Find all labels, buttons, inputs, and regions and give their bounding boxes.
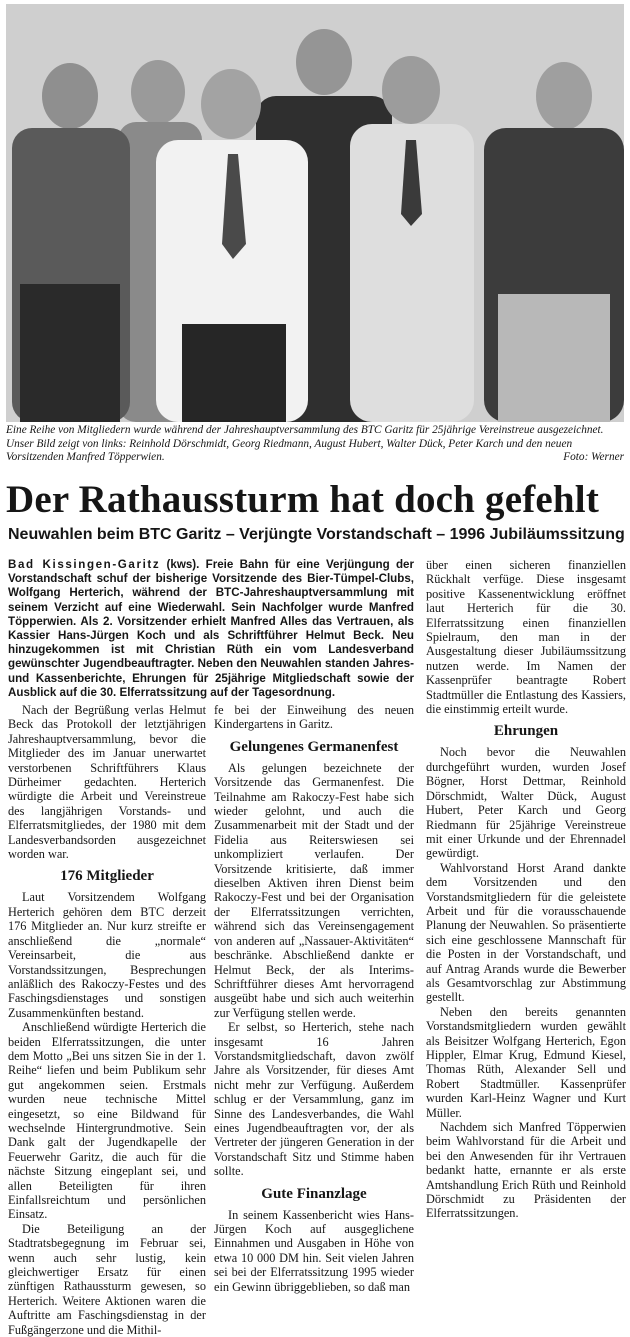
caption-text: Eine Reihe von Mitgliedern wurde während der Jahreshauptversammlung des BTC Garitz für 25jährige Vereinstreue ausgezeichnet. Unser Bild zeigt von links: Reinhold Dörschmidt, Georg Riedmann, August Hubert, Walter Dück, Peter Karch und den neuen Vorsitzenden Manfred Töpperwien. bbox=[6, 424, 604, 464]
paragraph: Nach der Begrüßung verlas Helmut Beck das Protokoll der letztjährigen Jahreshauptversammlung, bevor die Mitglieder des im Januar unerwartet verstorbenen Schriftführers Klaus Dürheimer gedachten. Herterich würdigte die Arbeit und Vereinstreue des langjährigen Vorstands- und Elferratsmitgliedes, der 1980 mit dem Landesverbandsorden ausgezeichnet worden war. bbox=[8, 703, 206, 862]
paragraph: Laut Vorsitzendem Wolfgang Herterich gehören dem BTC derzeit 176 Mitglieder an. Nur kurz streifte er anschließend die „normale“ Vereinsarbeit, die aus Vorstandssitzungen, Besprechungen anläßlich des Rakoczy-Festes und des Faschingsdienstages und sonstigen Zusammenkünften bestand. bbox=[8, 890, 206, 1020]
photo-credit: Foto: Werner bbox=[563, 451, 624, 464]
paragraph: Die Beteiligung an der Stadtratsbegegnung im Februar sei, wenn auch sehr lustig, kein gleichwertiger Ersatz für einen zünftigen Rathaussturm gewesen, so Herterich. Weitere Aktionen waren die Auftritte am Faschingsdienstag in der Fußgängerzone und die Mithil- bbox=[8, 1221, 206, 1337]
article-column-1 bbox=[8, 703, 206, 1337]
article-column-3 bbox=[426, 558, 626, 1221]
paragraph: Neben den bereits genannten Vorstandsmitgliedern wurden gewählt als Beisitzer Wolfgang Herterich, Egon Hippler, Elmar Krug, Edmund Kiesel, Thomas Rüth, Alexander Sell und Robert Stadtmüller. Kassenprüfer wurden Karl-Heinz Wagner und Kurt Müller. bbox=[426, 1004, 626, 1120]
paragraph: In seinem Kassenbericht wies Hans-Jürgen Koch auf ausgeglichene Einnahmen und Ausgaben in Höhe von etwa 10 000 DM hin. Seit vielen Jahren sei bei der Elferratssitzung 1995 wieder ein Gewinn übriggeblieben, so daß man bbox=[214, 1207, 414, 1294]
paragraph: Als gelungen bezeichnete der Vorsitzende das Germanenfest. Die Teilnahme am Rakoczy-Fest habe sich wieder gelohnt, und auch die Zusammenarbeit mit der Stadt und der Fidelia aus Reiterswiesen sei unkompliziert verlaufen. Der Vorsitzende kritisierte, daß immer dieselben Aktiven ihren Dienst beim Rakoczy-Fest und bei der Organisation der Elferratssitzungen verrichten, während sich das Vereinsengagement von anderen auf „Nassauer-Aktivitäten“ beschränke. Abschließend dankte er Helmut Beck, der als Interims-Schriftführer dieses Amt hervorragend ausgeübt habe und sich auch weiterhin zur Verfügung stellen werde. bbox=[214, 760, 414, 1020]
paragraph: Noch bevor die Neuwahlen durchgeführt wurden, wurden Josef Bögner, Horst Dettmar, Reinhold Dörschmidt, Walter Dück, August Hubert, Peter Karch und Georg Riedmann für 25jährige Vereinstreue mit einer Urkunde und der Ehrennadel gewürdigt. bbox=[426, 745, 626, 861]
section-heading: Gute Finanzlage bbox=[261, 1185, 367, 1202]
subheadline: Neuwahlen beim BTC Garitz – Verjüngte Vorstandschaft – 1996 Jubiläumssitzung bbox=[8, 526, 625, 543]
section-heading: Ehrungen bbox=[493, 723, 559, 740]
paragraph: Wahlvorstand Horst Arand dankte dem Vorsitzenden und den Vorstandsmitgliedern für die geleistete Arbeit und für die vorausschauende Planung der Neuwahlen. So präsentierte sich eine geschlossene Mannschaft für die Posten in der Vorstandschaft, und auf Antrag Arands wurde die Bewerber als Gesamtvorschlag zur Abstimmung gestellt. bbox=[426, 860, 626, 1005]
photo-caption bbox=[6, 424, 624, 465]
article-column-2 bbox=[214, 703, 414, 1294]
dateline: Bad Kissingen-Garitz bbox=[8, 558, 161, 571]
lead-text: (kws). Freie Bahn für eine Verjüngung der Vorstandschaft schuf der bisherige Vorsitzende des Bier-Tümpel-Clubs, Wolfgang Herterich, während der BTC-Jahreshauptversammlung mit seinem Verzicht auf eine Wiederwahl. Sein Nachfolger wurde Manfred Töpperwien. Als 2. Vorsitzender erhielt Manfred Alles das Vertrauen, als Kassier Hans-Jürgen Koch und als Schriftführer Helmut Beck. Neu hinzugekommen ist mit Christian Rüth ein vom Landesverband gewünschter Jugendbeauftragter. Neben den Neuwahlen standen Jahres- und Kassenberichte, Ehrungen für 25jährige Mitgliedschaft sowie der Ausblick auf die 30. Elferratssitzung auf der Tagesordnung. bbox=[8, 558, 415, 699]
paragraph: Er selbst, so Herterich, stehe nach insgesamt 16 Jahren Vorstandsmitgliedschaft, davon zwölf Jahre als Vorsitzender, für dieses Amt nicht mehr zur Verfügung. Außerdem schlug er der Versammlung, ganz im Sinne des Landesverbandes, die Wahl eines Jugendbeauftragten vor, der als Vertreter der jüngeren Generation in der Vorstandschaft Sitz und Stimme haben sollte. bbox=[214, 1020, 414, 1179]
section-heading: Gelungenes Germanenfest bbox=[229, 738, 399, 755]
headline: Der Rathaussturm hat doch gefehlt bbox=[6, 478, 600, 521]
paragraph: Anschließend würdigte Herterich die beiden Elferratssitzungen, die unter dem Motto „Bei uns sitzen Sie in der 1. Reihe“ liefen und beim Publikum sehr gut angekommen seien. Erstmals wurden neue technische Mittel eingesetzt, so eine Bildwand für wechselnde Hintergrundmotive. Sein Dank galt der Jugendkapelle der Feuerwehr Garitz, die auch für die nächste Sitzung eingeplant sei, und allen Beteiligten für ihren Einfallsreichtum und persönlichen Einsatz. bbox=[8, 1020, 206, 1222]
section-heading: 176 Mitglieder bbox=[60, 868, 154, 885]
paragraph: Nachdem sich Manfred Töpperwien beim Wahlvorstand für die Arbeit und bei den Anwesenden für ihr Vertrauen bedankt hatte, ernannte er als erste Amtshandlung Erich Rüth und Reinhold Dörschmidt zu Präsidenten der Elferratssitzungen. bbox=[426, 1120, 626, 1221]
group-photo-icon bbox=[6, 4, 624, 422]
paragraph: fe bei der Einweihung des neuen Kindergartens in Garitz. bbox=[214, 703, 414, 732]
group-photo bbox=[6, 4, 624, 422]
lead-paragraph bbox=[8, 558, 414, 700]
paragraph: über einen sicheren finanziellen Rückhalt verfüge. Diese insgesamt positive Kassenentwicklung eröffnet laut Herterich für die 30. Elferratssitzung einen finanziellen Spielraum, den man in der Ausgestaltung dieser Jubiläumssitzung nutzen werde. Im Namen der Kassenprüfer beantragte Robert Stadtmüller die Entlastung des Kassiers, die einstimmig erteilt wurde. bbox=[426, 558, 626, 717]
